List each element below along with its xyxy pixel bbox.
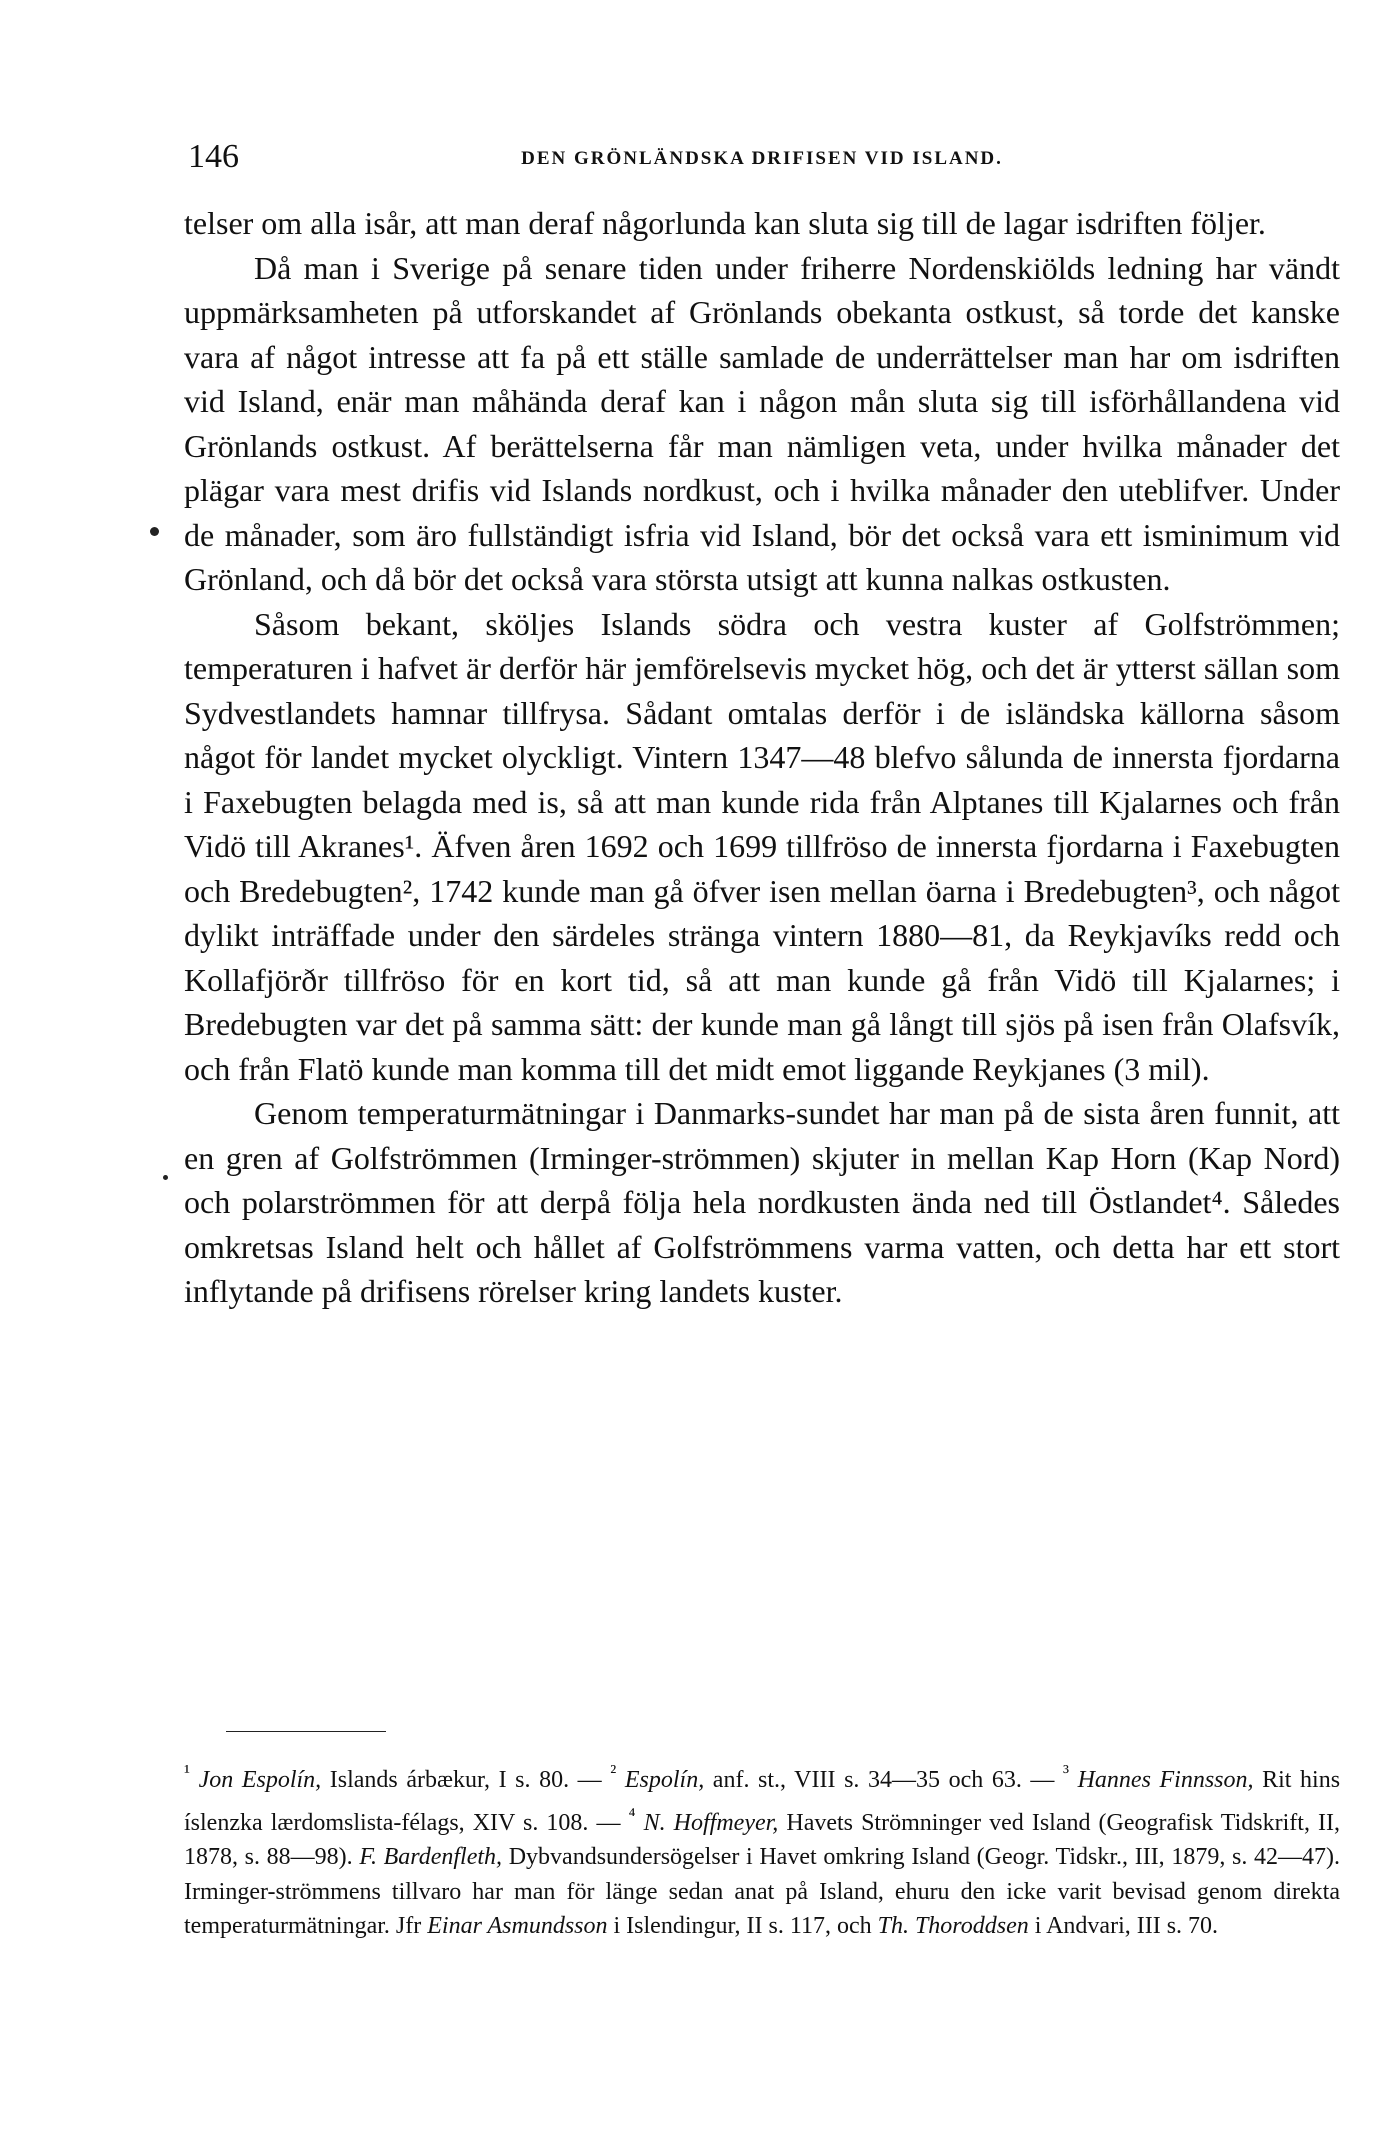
footnote-mark: ³ <box>1063 1761 1069 1783</box>
running-title: DEN GRÖNLÄNDSKA DRIFISEN VID ISLAND. <box>521 148 1003 169</box>
footnote-author: N. Hoffmeyer, <box>643 1809 779 1836</box>
footnote-author: F. Bardenfleth, <box>359 1844 503 1870</box>
footnotes <box>184 1755 1340 1944</box>
footnote <box>184 1761 602 1793</box>
footnote-author: Einar Asmundsson <box>427 1913 608 1939</box>
paragraph-continued: telser om alla isår, att man deraf någorlunda kan sluta sig till de lagar isdriften följer. <box>184 205 1266 241</box>
footnote-author: Hannes Finnsson, <box>1077 1767 1254 1793</box>
footnote-author: Th. Thoroddsen <box>877 1913 1029 1939</box>
footnote <box>878 1913 1218 1939</box>
footnote-divider <box>226 1731 386 1732</box>
footnote-mark: ⁴ <box>628 1803 636 1826</box>
footnote <box>427 1913 871 1939</box>
footnote-mark: ¹ <box>184 1761 190 1783</box>
footnote-text: i Islendingur, II s. 117, och <box>607 1913 872 1939</box>
margin-speck <box>150 527 159 536</box>
footnote-text: Dybvandsundersögelser i Havet omkring Island (Geogr. Tidskr., III, 1879, s. 42—47). Irminger-strömmens tillvaro har man för länge sedan anat på Island, ehuru den icke varit bevisad genom direkta temperaturmätningar. Jfr <box>184 1844 1341 1939</box>
paragraph: Då man i Sverige på senare tiden under friherre Nordenskiölds ledning har vändt uppmärksamheten på utforskandet af Grönlands obekanta ostkust, så torde det kanske vara af något intresse att fa på ett ställe samlade de underrättelser man har om isdriften vid Island, enär man måhända deraf kan i någon mån sluta sig till isförhållandena vid Grönlands ostkust. Af berättelserna får man nämligen veta, under hvilka månader det plägar vara mest drifis vid Islands nordkust, och i hvilka månader den uteblifver. Under de månader, som äro fullständigt isfria vid Island, bör det också vara ett isminimum vid Grönland, och då bör det också vara största utsigt att kunna nalkas ostkusten. <box>184 249 1340 597</box>
margin-speck <box>163 1175 168 1180</box>
page-header <box>182 138 1342 178</box>
footnote-author: Espolín, <box>624 1767 705 1793</box>
paragraph: Genom temperaturmätningar i Danmarks-sundet har man på de sista åren funnit, att en gren af Golfströmmen (Irminger-strömmen) skjuter in mellan Kap Horn (Kap Nord) och polarströmmen för att derpå följa hela nordkusten ända ned till Östlandet⁴. Således omkretsas Island helt och hållet af Golfströmmens varma vatten, och detta har ett stort inflytande på drifisens rörelser kring landets kuster. <box>184 1095 1340 1309</box>
footnote-text: i Andvari, III s. 70. <box>1028 1913 1219 1939</box>
page-number: 146 <box>188 138 239 175</box>
footnote-text: Rit hins íslenzka lærdomslista-félags, XIV s. 108. — <box>184 1767 1341 1836</box>
footnote-text: Islands árbækur, I s. 80. — <box>321 1767 602 1793</box>
footnote-text: anf. st., VIII s. 34—35 och 63. — <box>704 1767 1055 1793</box>
main-text <box>184 201 1340 1314</box>
paragraph: Såsom bekant, sköljes Islands södra och vestra kuster af Golfströmmen; temperaturen i hafvet är derför här jemförelsevis mycket hög, och det är ytterst sällan som Sydvestlandets hamnar tillfrysa. Sådant omtalas derför i de isländska källorna såsom något för landet mycket olyckligt. Vintern 1347—48 blefvo sålunda de innersta fjordarna i Faxebugten belagda med is, så att man kunde rida från Alptanes till Kjalarnes och från Vidö till Akranes¹. Äfven åren 1692 och 1699 tillfröso de innersta fjordarna i Faxebugten och Bredebugten², 1742 kunde man gå öfver isen mellan öarna i Bredebugten³, och något dylikt inträffade under den särdeles stränga vintern 1880—81, da Reykjavíks redd och Kollafjörðr tillfröso för en kort tid, så att man kunde gå från Vidö till Kjalarnes; i Bredebugten var det på samma sätt: der kunde man gå långt till sjös på isen från Olafsvík, och från Flatö kunde man komma till det midt emot liggande Reykjanes (3 mil). <box>184 605 1340 1087</box>
footnote-mark: ² <box>610 1761 617 1783</box>
footnote-text: Havets Strömninger ved Island (Geografisk Tidskrift, II, 1878, s. 88—98). <box>184 1809 1340 1870</box>
footnote <box>610 1761 1055 1793</box>
footnote-author: Jon Espolín, <box>198 1767 322 1793</box>
